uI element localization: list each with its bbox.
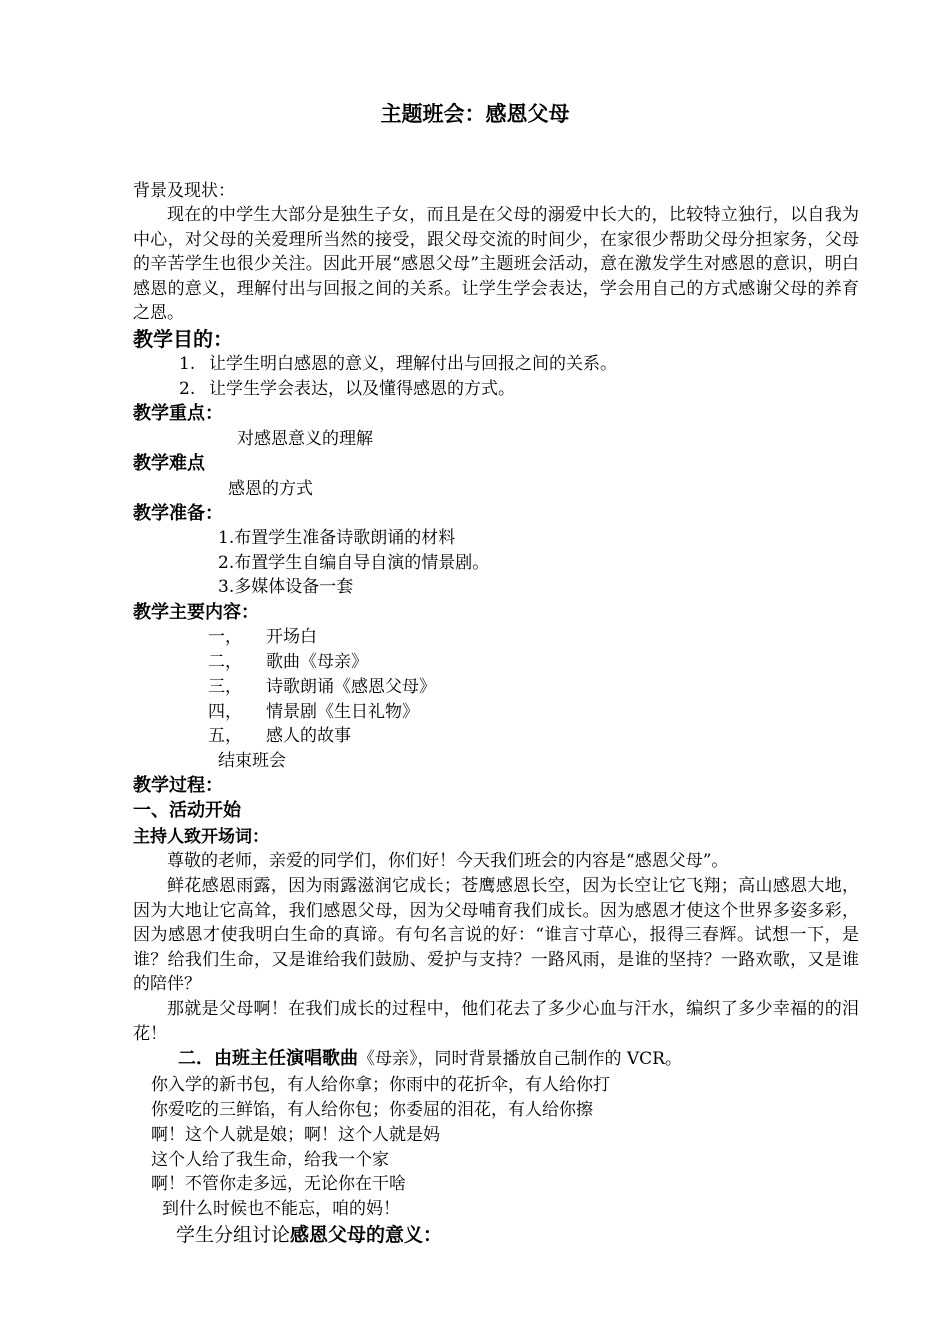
content-closing: 结束班会 <box>218 751 286 771</box>
objective-num: 2. <box>179 379 196 399</box>
key-point-heading: 教学重点： <box>133 403 223 424</box>
section-2-text: 《母亲》，同时背景播放自己制作的 VCR。 <box>358 1049 682 1069</box>
preparation-heading: 教学准备： <box>133 503 223 524</box>
content-item <box>208 724 351 748</box>
lyric-line: 啊！不管你走多远，无论你在干啥 <box>151 1174 406 1194</box>
lyric-line: 你爱吃的三鲜馅，有人给你包；你委屈的泪花，有人给你擦 <box>151 1100 593 1120</box>
discussion-prefix: 学生分组讨论 <box>176 1224 291 1246</box>
content-text: 诗歌朗诵《感恩父母》 <box>266 677 436 697</box>
objective-item-1 <box>179 352 617 376</box>
key-point-text: 对感恩意义的理解 <box>237 429 373 449</box>
section-2-line <box>178 1047 682 1071</box>
preparation-item: 2.布置学生自编自导自演的情景剧。 <box>218 553 490 573</box>
difficulty-heading: 教学难点 <box>133 453 205 474</box>
content-num: 一， <box>208 627 242 647</box>
host-paragraph-1: 尊敬的老师，亲爱的同学们，你们好！今天我们班会的内容是“感恩父母”。 <box>167 851 729 871</box>
content-item <box>208 625 317 649</box>
objective-text: 让学生明白感恩的意义，理解付出与回报之间的关系。 <box>209 354 617 374</box>
process-heading: 教学过程： <box>133 775 223 796</box>
content-text: 开场白 <box>266 627 317 647</box>
objectives-heading: 教学目的： <box>133 327 233 351</box>
discussion-line <box>176 1222 442 1248</box>
lyric-line: 啊！这个人就是娘；啊！这个人就是妈 <box>151 1125 440 1145</box>
background-label: 背景及现状： <box>133 181 235 201</box>
host-paragraph-3: 那就是父母啊！在我们成长的过程中，他们花去了多少心血与汗水，编织了多少幸福的的泪花！ <box>133 999 859 1044</box>
lyric-line: 这个人给了我生命，给我一个家 <box>151 1150 389 1170</box>
section-1-heading: 一、活动开始 <box>133 800 241 821</box>
content-text: 情景剧《生日礼物》 <box>266 702 419 722</box>
content-item <box>208 650 368 674</box>
content-num: 三， <box>208 677 242 697</box>
content-item <box>208 700 419 724</box>
host-heading: 主持人致开场词： <box>133 827 269 847</box>
background-paragraph: 现在的中学生大部分是独生子女，而且是在父母的溺爱中长大的，比较特立独行，以自我为中心，对父母的关爱理所当然的接受，跟父母交流的时间少，在家很少帮助父母分担家务，父母的辛苦学生也很少关注。因此开展“感恩父母”主题班会活动，意在激发学生对感恩的意识，明白感恩的意义，理解付出与回报之间的关系。让学生学会表达，学会用自己的方式感谢父母的养育之恩。 <box>133 205 859 324</box>
section-2-heading: 二．由班主任演唱歌曲 <box>178 1048 358 1069</box>
objective-text: 让学生学会表达，以及懂得感恩的方式。 <box>209 379 515 399</box>
content-text: 感人的故事 <box>266 726 351 746</box>
host-paragraph-2: 鲜花感恩雨露，因为雨露滋润它成长；苍鹰感恩长空，因为长空让它飞翔；高山感恩大地，因为大地让它高耸，我们感恩父母，因为父母哺育我们成长。因为感恩才使这个世界多姿多彩，因为感恩才使我明白生命的真谛。有句名言说的好：“谁言寸草心，报得三春辉。试想一下，是谁？给我们生命，又是谁给我们鼓励、爱护与支持？一路风雨，是谁的坚持？一路欢歌，又是谁的陪伴？ <box>133 876 859 995</box>
content-num: 四， <box>208 702 242 722</box>
objective-num: 1. <box>179 354 196 374</box>
lyric-line: 你入学的新书包，有人给你拿；你雨中的花折伞，有人给你打 <box>151 1075 610 1095</box>
content-text: 歌曲《母亲》 <box>266 652 368 672</box>
content-item <box>208 675 436 699</box>
content-heading: 教学主要内容： <box>133 602 259 623</box>
objective-item-2 <box>179 377 515 401</box>
discussion-heading: 感恩父母的意义： <box>290 1224 443 1246</box>
page-title: 主题班会：感恩父母 <box>380 102 570 126</box>
content-num: 二， <box>208 652 242 672</box>
lyric-line: 到什么时候也不能忘，咱的妈！ <box>162 1199 400 1219</box>
preparation-item: 3.多媒体设备一套 <box>218 577 354 597</box>
content-num: 五， <box>208 726 242 746</box>
preparation-item: 1.布置学生准备诗歌朗诵的材料 <box>218 528 456 548</box>
difficulty-text: 感恩的方式 <box>228 479 313 499</box>
